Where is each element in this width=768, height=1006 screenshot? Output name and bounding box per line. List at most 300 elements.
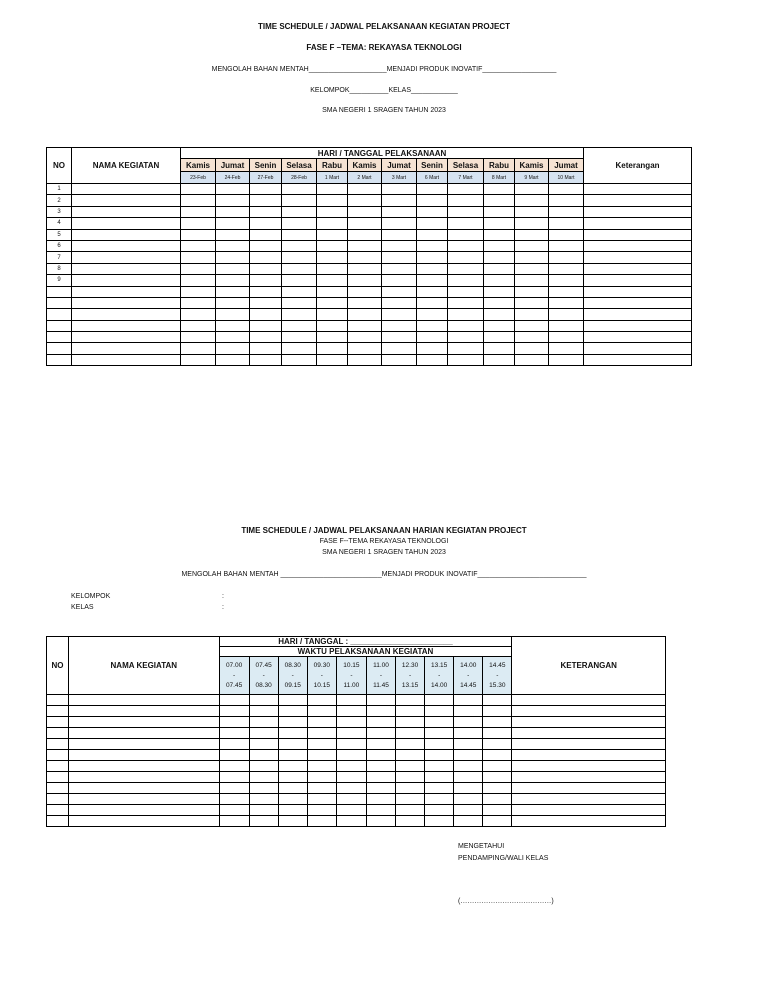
table-cell[interactable]	[72, 343, 181, 354]
table-cell[interactable]	[366, 805, 395, 816]
table-cell[interactable]	[366, 772, 395, 783]
table-cell[interactable]	[181, 297, 216, 308]
table-cell[interactable]	[515, 320, 549, 331]
table-cell[interactable]	[69, 761, 219, 772]
table-cell[interactable]	[47, 772, 69, 783]
table-cell[interactable]	[216, 229, 250, 240]
table-cell[interactable]	[448, 218, 484, 229]
table-cell[interactable]	[317, 184, 348, 195]
table-cell[interactable]	[278, 717, 307, 728]
table-cell[interactable]	[348, 286, 382, 297]
table-cell[interactable]	[484, 252, 515, 263]
table-cell[interactable]	[549, 286, 584, 297]
table-cell[interactable]	[278, 695, 307, 706]
table-cell[interactable]	[584, 263, 692, 274]
table-cell[interactable]	[219, 695, 249, 706]
table-cell[interactable]	[549, 263, 584, 274]
table-cell[interactable]	[348, 354, 382, 365]
table-cell[interactable]	[484, 184, 515, 195]
table-cell[interactable]	[282, 343, 317, 354]
table-cell[interactable]	[425, 816, 454, 827]
table-cell[interactable]	[512, 706, 666, 717]
table-cell[interactable]	[282, 206, 317, 217]
table-cell[interactable]	[515, 354, 549, 365]
table-cell[interactable]	[249, 805, 278, 816]
table-cell[interactable]	[417, 297, 448, 308]
table-cell[interactable]	[512, 695, 666, 706]
table-cell[interactable]	[584, 343, 692, 354]
table-cell[interactable]	[549, 206, 584, 217]
table-cell[interactable]	[483, 750, 512, 761]
table-cell[interactable]	[72, 286, 181, 297]
table-cell[interactable]	[584, 309, 692, 320]
table-cell[interactable]	[512, 750, 666, 761]
table-cell[interactable]	[348, 320, 382, 331]
table-cell[interactable]	[47, 728, 69, 739]
table-cell[interactable]	[282, 195, 317, 206]
table-cell[interactable]	[382, 343, 417, 354]
table-cell[interactable]	[307, 739, 336, 750]
table-cell[interactable]	[72, 206, 181, 217]
table-cell[interactable]	[249, 717, 278, 728]
table-cell[interactable]	[484, 354, 515, 365]
table-cell[interactable]	[317, 309, 348, 320]
table-cell[interactable]	[512, 794, 666, 805]
table-cell[interactable]	[181, 229, 216, 240]
table-cell[interactable]	[282, 218, 317, 229]
table-cell[interactable]	[317, 263, 348, 274]
table-cell[interactable]	[181, 195, 216, 206]
table-cell[interactable]	[417, 218, 448, 229]
table-cell[interactable]	[307, 706, 336, 717]
table-cell[interactable]	[448, 320, 484, 331]
table-cell[interactable]	[483, 761, 512, 772]
table-cell[interactable]	[317, 320, 348, 331]
table-cell[interactable]	[417, 240, 448, 251]
table-cell[interactable]	[396, 816, 425, 827]
table-cell[interactable]	[72, 195, 181, 206]
table-cell[interactable]	[484, 343, 515, 354]
table-cell[interactable]	[47, 706, 69, 717]
table-cell[interactable]	[219, 739, 249, 750]
table-cell[interactable]	[448, 195, 484, 206]
table-cell[interactable]	[282, 263, 317, 274]
table-cell[interactable]	[282, 286, 317, 297]
table-cell[interactable]	[317, 354, 348, 365]
table-cell[interactable]	[278, 739, 307, 750]
table-cell[interactable]	[512, 739, 666, 750]
table-cell[interactable]	[219, 783, 249, 794]
table-cell[interactable]	[382, 195, 417, 206]
table-cell[interactable]	[549, 297, 584, 308]
table-cell[interactable]	[69, 695, 219, 706]
table-cell[interactable]	[454, 728, 483, 739]
table-cell[interactable]	[72, 332, 181, 343]
table-cell[interactable]	[249, 750, 278, 761]
table-cell[interactable]	[219, 761, 249, 772]
table-cell[interactable]	[448, 240, 484, 251]
table-cell[interactable]	[484, 332, 515, 343]
table-cell[interactable]	[307, 750, 336, 761]
table-cell[interactable]	[219, 816, 249, 827]
table-cell[interactable]	[448, 297, 484, 308]
table-cell[interactable]	[417, 286, 448, 297]
table-cell[interactable]	[454, 695, 483, 706]
table-cell[interactable]	[448, 206, 484, 217]
table-cell[interactable]	[425, 761, 454, 772]
table-cell[interactable]	[181, 343, 216, 354]
table-cell[interactable]	[584, 297, 692, 308]
table-cell[interactable]	[515, 275, 549, 286]
table-cell[interactable]	[181, 275, 216, 286]
table-cell[interactable]	[72, 252, 181, 263]
table-cell[interactable]	[181, 218, 216, 229]
table-cell[interactable]	[484, 263, 515, 274]
table-cell[interactable]	[47, 761, 69, 772]
table-cell[interactable]	[72, 218, 181, 229]
table-cell[interactable]	[219, 794, 249, 805]
table-cell[interactable]	[549, 184, 584, 195]
table-cell[interactable]	[448, 252, 484, 263]
table-cell[interactable]	[72, 240, 181, 251]
table-cell[interactable]	[396, 805, 425, 816]
table-cell[interactable]	[216, 195, 250, 206]
table-cell[interactable]	[282, 320, 317, 331]
table-cell[interactable]	[515, 343, 549, 354]
table-cell[interactable]	[72, 297, 181, 308]
table-cell[interactable]	[69, 805, 219, 816]
table-cell[interactable]	[348, 229, 382, 240]
table-cell[interactable]	[549, 309, 584, 320]
table-cell[interactable]	[307, 805, 336, 816]
table-cell[interactable]	[317, 206, 348, 217]
table-cell[interactable]	[307, 783, 336, 794]
table-cell[interactable]	[549, 332, 584, 343]
table-cell[interactable]	[417, 206, 448, 217]
table-cell[interactable]	[336, 717, 366, 728]
table-cell[interactable]	[216, 206, 250, 217]
table-cell[interactable]	[216, 343, 250, 354]
table-cell[interactable]	[483, 739, 512, 750]
table-cell[interactable]	[366, 816, 395, 827]
table-cell[interactable]	[512, 816, 666, 827]
table-cell[interactable]	[282, 275, 317, 286]
table-cell[interactable]	[382, 286, 417, 297]
table-cell[interactable]	[425, 717, 454, 728]
table-cell[interactable]	[484, 229, 515, 240]
table-cell[interactable]	[515, 263, 549, 274]
table-cell[interactable]	[396, 695, 425, 706]
table-cell[interactable]	[69, 783, 219, 794]
table-cell[interactable]	[348, 275, 382, 286]
table-cell[interactable]	[282, 309, 317, 320]
table-cell[interactable]	[382, 309, 417, 320]
table-cell[interactable]	[216, 252, 250, 263]
table-cell[interactable]	[336, 783, 366, 794]
table-cell[interactable]	[425, 750, 454, 761]
table-cell[interactable]	[584, 354, 692, 365]
table-cell[interactable]	[484, 240, 515, 251]
table-cell[interactable]	[249, 728, 278, 739]
table-cell[interactable]	[250, 252, 282, 263]
table-cell[interactable]	[307, 728, 336, 739]
table-cell[interactable]	[483, 805, 512, 816]
table-cell[interactable]	[425, 805, 454, 816]
table-cell[interactable]	[396, 794, 425, 805]
table-cell[interactable]	[278, 761, 307, 772]
table-cell[interactable]	[382, 297, 417, 308]
table-cell[interactable]	[448, 309, 484, 320]
table-cell[interactable]	[417, 252, 448, 263]
table-cell[interactable]	[47, 794, 69, 805]
table-cell[interactable]	[483, 783, 512, 794]
table-cell[interactable]	[72, 184, 181, 195]
table-cell[interactable]	[69, 706, 219, 717]
table-cell[interactable]	[317, 286, 348, 297]
table-cell[interactable]	[69, 816, 219, 827]
table-cell[interactable]	[484, 195, 515, 206]
table-cell[interactable]	[336, 805, 366, 816]
table-cell[interactable]	[549, 218, 584, 229]
table-cell[interactable]	[417, 332, 448, 343]
table-cell[interactable]	[484, 297, 515, 308]
table-cell[interactable]	[417, 320, 448, 331]
table-cell[interactable]	[249, 816, 278, 827]
table-cell[interactable]	[348, 218, 382, 229]
table-cell[interactable]	[317, 218, 348, 229]
table-cell[interactable]	[549, 320, 584, 331]
table-cell[interactable]	[250, 206, 282, 217]
table-cell[interactable]	[512, 728, 666, 739]
table-cell[interactable]	[515, 218, 549, 229]
table-cell[interactable]	[454, 805, 483, 816]
table-cell[interactable]	[69, 750, 219, 761]
table-cell[interactable]	[317, 252, 348, 263]
table-cell[interactable]	[72, 309, 181, 320]
table-cell[interactable]	[282, 332, 317, 343]
table-cell[interactable]	[47, 739, 69, 750]
table-cell[interactable]	[417, 275, 448, 286]
table-cell[interactable]	[396, 783, 425, 794]
table-cell[interactable]	[336, 739, 366, 750]
table-cell[interactable]	[584, 275, 692, 286]
table-cell[interactable]	[515, 252, 549, 263]
table-cell[interactable]	[382, 354, 417, 365]
table-cell[interactable]	[512, 717, 666, 728]
table-cell[interactable]	[348, 195, 382, 206]
table-cell[interactable]	[549, 229, 584, 240]
table-cell[interactable]	[249, 695, 278, 706]
table-cell[interactable]	[396, 706, 425, 717]
table-cell[interactable]	[47, 750, 69, 761]
table-cell[interactable]	[515, 297, 549, 308]
table-cell[interactable]	[72, 354, 181, 365]
table-cell[interactable]	[250, 354, 282, 365]
table-cell[interactable]	[216, 218, 250, 229]
table-cell[interactable]	[336, 695, 366, 706]
table-cell[interactable]	[307, 816, 336, 827]
table-cell[interactable]	[250, 297, 282, 308]
table-cell[interactable]	[425, 706, 454, 717]
table-cell[interactable]	[249, 761, 278, 772]
table-cell[interactable]	[278, 805, 307, 816]
table-cell[interactable]	[484, 206, 515, 217]
table-cell[interactable]	[483, 717, 512, 728]
table-cell[interactable]	[366, 739, 395, 750]
table-cell[interactable]	[216, 354, 250, 365]
table-cell[interactable]	[483, 816, 512, 827]
table-cell[interactable]	[278, 706, 307, 717]
table-cell[interactable]	[336, 761, 366, 772]
table-cell[interactable]	[348, 297, 382, 308]
table-cell[interactable]	[216, 332, 250, 343]
table-cell[interactable]	[69, 717, 219, 728]
table-cell[interactable]	[181, 252, 216, 263]
table-cell[interactable]	[250, 286, 282, 297]
table-cell[interactable]	[425, 728, 454, 739]
table-cell[interactable]	[307, 772, 336, 783]
table-cell[interactable]	[366, 728, 395, 739]
table-cell[interactable]	[181, 354, 216, 365]
table-cell[interactable]	[249, 739, 278, 750]
table-cell[interactable]	[181, 320, 216, 331]
table-cell[interactable]	[515, 229, 549, 240]
table-cell[interactable]	[216, 309, 250, 320]
table-cell[interactable]	[448, 275, 484, 286]
table-cell[interactable]	[584, 286, 692, 297]
table-cell[interactable]	[249, 706, 278, 717]
table-cell[interactable]	[219, 728, 249, 739]
table-cell[interactable]	[348, 252, 382, 263]
table-cell[interactable]	[584, 206, 692, 217]
table-cell[interactable]	[47, 717, 69, 728]
table-cell[interactable]	[348, 184, 382, 195]
table-cell[interactable]	[219, 805, 249, 816]
table-cell[interactable]	[219, 772, 249, 783]
table-cell[interactable]	[448, 263, 484, 274]
table-cell[interactable]	[216, 286, 250, 297]
table-cell[interactable]	[216, 263, 250, 274]
table-cell[interactable]	[250, 275, 282, 286]
table-cell[interactable]	[382, 206, 417, 217]
table-cell[interactable]	[181, 263, 216, 274]
table-cell[interactable]	[382, 229, 417, 240]
table-cell[interactable]	[317, 195, 348, 206]
table-cell[interactable]	[216, 184, 250, 195]
table-cell[interactable]	[382, 320, 417, 331]
table-cell[interactable]	[396, 761, 425, 772]
table-cell[interactable]	[250, 240, 282, 251]
table-cell[interactable]	[282, 229, 317, 240]
table-cell[interactable]	[396, 728, 425, 739]
table-cell[interactable]	[454, 783, 483, 794]
table-cell[interactable]	[278, 728, 307, 739]
table-cell[interactable]	[454, 739, 483, 750]
table-cell[interactable]	[72, 263, 181, 274]
table-cell[interactable]	[454, 706, 483, 717]
table-cell[interactable]	[382, 240, 417, 251]
table-cell[interactable]	[278, 816, 307, 827]
table-cell[interactable]	[348, 206, 382, 217]
table-cell[interactable]	[336, 728, 366, 739]
table-cell[interactable]	[549, 343, 584, 354]
table-cell[interactable]	[396, 750, 425, 761]
table-cell[interactable]	[336, 706, 366, 717]
table-cell[interactable]	[417, 309, 448, 320]
table-cell[interactable]	[47, 805, 69, 816]
table-cell[interactable]	[366, 750, 395, 761]
table-cell[interactable]	[348, 263, 382, 274]
table-cell[interactable]	[454, 794, 483, 805]
table-cell[interactable]	[512, 805, 666, 816]
table-cell[interactable]	[549, 240, 584, 251]
table-cell[interactable]	[396, 772, 425, 783]
table-cell[interactable]	[417, 195, 448, 206]
table-cell[interactable]	[425, 772, 454, 783]
table-cell[interactable]	[250, 218, 282, 229]
table-cell[interactable]	[249, 794, 278, 805]
table-cell[interactable]	[282, 354, 317, 365]
table-cell[interactable]	[515, 309, 549, 320]
table-cell[interactable]	[483, 772, 512, 783]
table-cell[interactable]	[181, 206, 216, 217]
table-cell[interactable]	[317, 240, 348, 251]
table-cell[interactable]	[584, 218, 692, 229]
table-cell[interactable]	[584, 252, 692, 263]
table-cell[interactable]	[382, 275, 417, 286]
table-cell[interactable]	[448, 332, 484, 343]
table-cell[interactable]	[348, 309, 382, 320]
table-cell[interactable]	[549, 195, 584, 206]
table-cell[interactable]	[181, 184, 216, 195]
table-cell[interactable]	[584, 195, 692, 206]
table-cell[interactable]	[69, 728, 219, 739]
table-cell[interactable]	[425, 794, 454, 805]
table-cell[interactable]	[454, 761, 483, 772]
table-cell[interactable]	[282, 252, 317, 263]
table-cell[interactable]	[417, 229, 448, 240]
table-cell[interactable]	[278, 794, 307, 805]
table-cell[interactable]	[317, 343, 348, 354]
table-cell[interactable]	[278, 772, 307, 783]
table-cell[interactable]	[484, 320, 515, 331]
table-cell[interactable]	[317, 229, 348, 240]
table-cell[interactable]	[336, 772, 366, 783]
table-cell[interactable]	[181, 332, 216, 343]
table-cell[interactable]	[584, 229, 692, 240]
table-cell[interactable]	[584, 240, 692, 251]
table-cell[interactable]	[484, 275, 515, 286]
table-cell[interactable]	[282, 297, 317, 308]
table-cell[interactable]	[47, 816, 69, 827]
table-cell[interactable]	[584, 332, 692, 343]
table-cell[interactable]	[417, 184, 448, 195]
table-cell[interactable]	[69, 794, 219, 805]
table-cell[interactable]	[483, 706, 512, 717]
table-cell[interactable]	[366, 717, 395, 728]
table-cell[interactable]	[515, 286, 549, 297]
table-cell[interactable]	[336, 794, 366, 805]
table-cell[interactable]	[181, 286, 216, 297]
table-cell[interactable]	[549, 252, 584, 263]
table-cell[interactable]	[515, 184, 549, 195]
table-cell[interactable]	[216, 240, 250, 251]
table-cell[interactable]	[515, 206, 549, 217]
table-cell[interactable]	[317, 275, 348, 286]
table-cell[interactable]	[348, 332, 382, 343]
table-cell[interactable]	[216, 275, 250, 286]
table-cell[interactable]	[382, 263, 417, 274]
